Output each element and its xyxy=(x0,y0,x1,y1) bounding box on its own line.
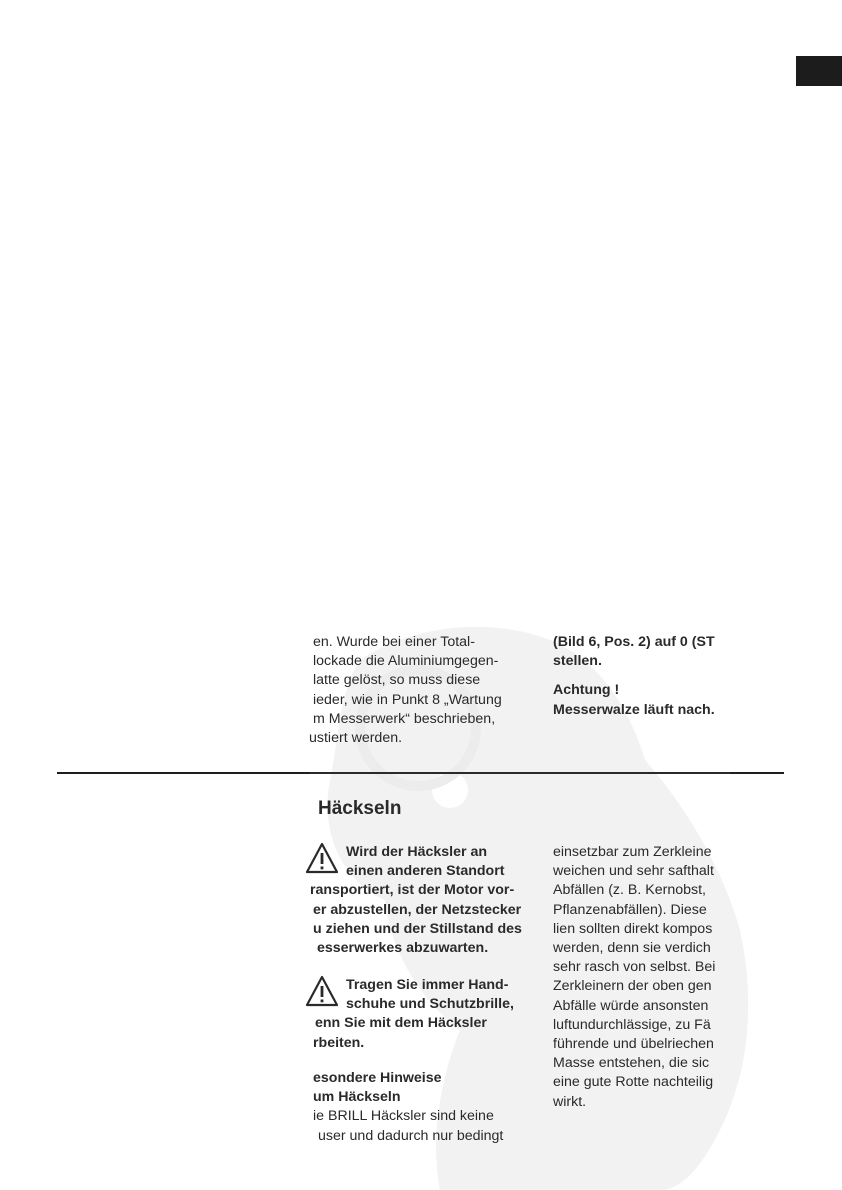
text-line: m Messerwerk“ beschrieben, xyxy=(313,710,496,727)
top-right-text xyxy=(553,633,715,720)
text-line: ransportiert, ist der Motor vor- xyxy=(310,882,515,899)
text-line: wirkt. xyxy=(553,1093,587,1110)
text-line: rbeiten. xyxy=(313,1034,365,1051)
divider-right xyxy=(730,772,784,774)
divider-left xyxy=(57,772,310,774)
text-line: enn Sie mit dem Häcksler xyxy=(315,1015,487,1032)
text-line: schuhe und Schutzbrille, xyxy=(346,996,514,1013)
text-line: Masse entstehen, die sic xyxy=(553,1055,710,1072)
section-heading: Häckseln xyxy=(318,798,402,819)
text-line: Zerkleinern der oben gen xyxy=(553,978,712,995)
text-line: user und dadurch nur bedingt xyxy=(318,1127,504,1144)
text-line: esserwerkes abzuwarten. xyxy=(317,940,489,957)
text-line: sehr rasch von selbst. Bei xyxy=(553,959,716,976)
text-line: Abfällen (z. B. Kernobst, xyxy=(553,882,706,899)
warning-block-gloves xyxy=(310,976,514,1053)
chapter-tab-marker xyxy=(796,56,842,86)
text-line: einsetzbar zum Zerkleine xyxy=(553,844,712,860)
text-line: ieder, wie in Punkt 8 „Wartung xyxy=(313,691,502,708)
text-line: latte gelöst, so muss diese xyxy=(313,672,481,689)
text-line: u ziehen und der Stillstand des xyxy=(313,920,522,937)
text-line: weichen und sehr safthalt xyxy=(553,863,714,880)
text-line: lockade die Aluminiumgegen- xyxy=(313,653,499,670)
text-line: ustiert werden. xyxy=(309,730,403,747)
notes-block xyxy=(313,1069,503,1146)
text-line: führende und übelriechen xyxy=(553,1036,714,1053)
text-line: eine gute Rotte nachteilig xyxy=(553,1074,714,1091)
text-line: Tragen Sie immer Hand- xyxy=(346,977,509,993)
text-line: (Bild 6, Pos. 2) auf 0 (ST xyxy=(553,634,715,650)
text-line: Abfälle würde ansonsten xyxy=(553,997,709,1014)
notes-heading-line: esondere Hinweise xyxy=(313,1070,442,1086)
text-line: en. Wurde bei einer Total- xyxy=(313,634,475,650)
text-line: luftundurchlässige, zu Fä xyxy=(553,1016,711,1033)
divider-middle xyxy=(310,772,730,774)
text-line: Pflanzenabfällen). Diese xyxy=(553,901,707,918)
warning-text: Messerwalze läuft nach. xyxy=(553,701,715,718)
text-line: er abzustellen, der Netzstecker xyxy=(313,901,522,918)
right-column-text xyxy=(553,843,715,1112)
text-line: werden, denn sie verdich xyxy=(553,940,711,957)
text-line: lien sollten direkt kompos xyxy=(553,920,713,937)
text-line: ie BRILL Häcksler sind keine xyxy=(313,1108,494,1125)
notes-heading-line: um Häckseln xyxy=(313,1089,401,1106)
warning-title: Achtung ! xyxy=(553,682,620,699)
top-left-text xyxy=(309,633,502,748)
text-line: einen anderen Standort xyxy=(346,863,505,880)
text-line: stellen. xyxy=(553,653,602,670)
text-line: Wird der Häcksler an xyxy=(346,844,488,860)
warning-block-transport xyxy=(310,843,522,958)
